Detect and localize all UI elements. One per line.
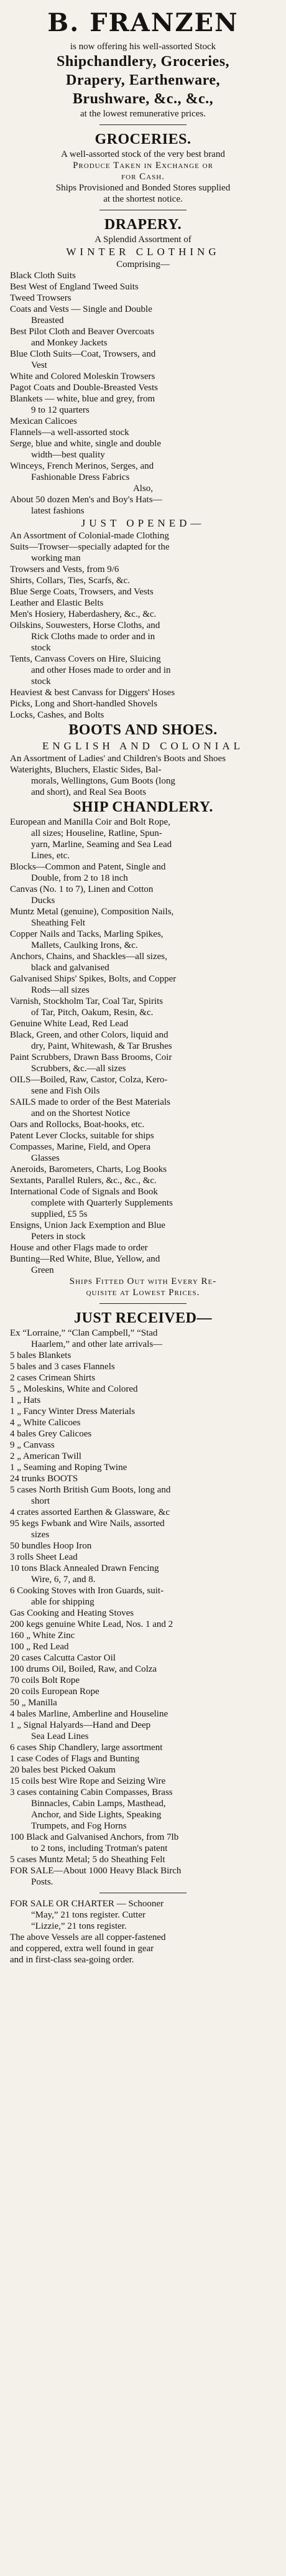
advert-line: 50 bundles Hoop Iron xyxy=(10,1541,92,1551)
section-heading: GROCERIES. xyxy=(95,131,191,148)
section-heading: SHIP CHANDLERY. xyxy=(73,799,213,815)
advert-line: JUST OPENED— xyxy=(81,517,205,529)
section-heading: Drapery, Earthenware, xyxy=(65,72,220,88)
advert-line: and other Hoses made to order and in xyxy=(31,665,171,675)
advert-line: Winceys, French Merinos, Serges, and xyxy=(10,461,154,471)
advert-line: of Tar, Pitch, Oakum, Resin, &c. xyxy=(31,1008,154,1018)
section-divider xyxy=(99,124,187,125)
advert-line: Best Pilot Cloth and Beaver Overcoats xyxy=(10,327,155,337)
advert-line: Mallets, Caulking Irons, &c. xyxy=(31,940,138,950)
advert-line: Rick Cloths made to order and in xyxy=(31,632,155,642)
section-heading: JUST RECEIVED— xyxy=(74,1310,212,1326)
advert-line: Best West of England Tweed Suits xyxy=(10,282,139,292)
advert-line: all sizes; Houseline, Ratline, Spun- xyxy=(31,828,162,838)
advert-line: 5 cases North British Gum Boots, long and xyxy=(10,1485,171,1495)
advert-line: Tweed Trowsers xyxy=(10,293,72,303)
section-divider xyxy=(99,1303,187,1304)
advert-line: 100 Black and Galvanised Anchors, from 7lb xyxy=(10,1832,179,1842)
section-heading: Brushware, &c., &c., xyxy=(72,91,214,107)
advert-line: Aneroids, Barometers, Charts, Log Books xyxy=(10,1164,167,1174)
advert-line: European and Manilla Coir and Bolt Rope, xyxy=(10,817,170,827)
advert-line: 160 „ White Zinc xyxy=(10,1631,75,1641)
advert-line: Genuine White Lead, Red Lead xyxy=(10,1019,129,1029)
advert-line: 3 cases containing Cabin Compasses, Brass xyxy=(10,1787,173,1797)
advert-line: 4 „ White Calicoes xyxy=(10,1418,81,1428)
advert-line: 1 „ Fancy Winter Dress Materials xyxy=(10,1407,136,1417)
advert-line: Sheathing Felt xyxy=(31,918,86,928)
advert-line: Men's Hosiery, Haberdashery, &c., &c. xyxy=(10,609,157,619)
advert-line: Trumpets, and Fog Horns xyxy=(31,1821,127,1831)
advert-line: latest fashions xyxy=(31,506,85,516)
advert-line: Leather and Elastic Belts xyxy=(10,598,104,608)
advert-line: Ex “Lorraine,” “Clan Campbell,” “Stad xyxy=(10,1328,158,1338)
advert-line: Produce Taken in Exchange or xyxy=(73,161,213,171)
advert-line: Waterights, Bluchers, Elastic Sides, Bal- xyxy=(10,765,162,775)
advert-line: Pagot Coats and Double-Breasted Vests xyxy=(10,383,159,393)
advert-line: Mexican Calicoes xyxy=(10,416,77,426)
advert-line: The above Vessels are all copper-fastened xyxy=(10,1932,166,1942)
advert-line: 15 coils best Wire Rope and Seizing Wire xyxy=(10,1776,166,1786)
advert-line: Wire, 6, 7, and 8. xyxy=(31,1575,96,1585)
advert-line: Rods—all sizes xyxy=(31,985,90,995)
advert-line: 9 to 12 quarters xyxy=(31,405,90,415)
advert-line: Serge, blue and white, single and double xyxy=(10,439,162,449)
advert-line: Anchor, and Side Lights, Speaking xyxy=(31,1810,162,1820)
advert-line: stock xyxy=(31,677,51,686)
advert-line: A Splendid Assortment of xyxy=(95,235,191,245)
advert-line: Oilskins, Souwesters, Horse Cloths, and xyxy=(10,621,160,630)
advert-line: sene and Fish Oils xyxy=(31,1086,100,1096)
advert-line: Scrubbers, &c.—all sizes xyxy=(31,1064,126,1074)
advert-line: International Code of Signals and Book xyxy=(10,1187,158,1197)
advert-line: Binnacles, Cabin Lamps, Masthead, xyxy=(31,1799,166,1809)
advert-line: Coats and Vests — Single and Double xyxy=(10,304,152,314)
advert-line: 6 cases Ship Chandlery, large assortment xyxy=(10,1743,163,1753)
advert-line: Trowsers and Vests, from 9/6 xyxy=(10,564,119,574)
section-heading: DRAPERY. xyxy=(104,217,182,233)
advert-line: “May,” 21 tons register. Cutter xyxy=(31,1910,145,1920)
advert-line: at the lowest remunerative prices. xyxy=(80,109,206,119)
advert-line: An Assortment of Ladies' and Children's Boots and Shoes xyxy=(10,754,226,764)
advert-line: Haarlem,” and other late arrivals— xyxy=(31,1339,163,1349)
advert-line: Ships Fitted Out with Every Re- xyxy=(69,1276,217,1286)
advert-line: Heaviest & best Canvass for Diggers' Hoses xyxy=(10,688,175,698)
advert-line: Oars and Rollocks, Boat-hooks, etc. xyxy=(10,1120,145,1130)
advert-line: 4 bales Grey Calicoes xyxy=(10,1429,92,1439)
advert-line: 1 „ Hats xyxy=(10,1395,41,1405)
advert-line: able for shipping xyxy=(31,1597,95,1607)
advert-line: OILS—Boiled, Raw, Castor, Colza, Kero- xyxy=(10,1075,168,1085)
advert-line: short xyxy=(31,1496,50,1506)
advert-line: Ensigns, Union Jack Exemption and Blue xyxy=(10,1220,165,1230)
advert-line: 2 cases Crimean Shirts xyxy=(10,1373,96,1383)
advert-line: FOR SALE—About 1000 Heavy Black Birch xyxy=(10,1866,182,1876)
advert-line: and on the Shortest Notice xyxy=(31,1108,131,1118)
advert-line: to 2 tons, including Trotman's patent xyxy=(31,1843,168,1853)
advert-line: Galvanised Ships' Spikes, Bolts, and Copper xyxy=(10,974,177,984)
advert-line: Sextants, Parallel Rulers, &c., &c., &c. xyxy=(10,1176,157,1186)
merchant-name-heading: B. FRANZEN xyxy=(47,8,239,37)
advert-line: Breasted xyxy=(31,316,64,326)
advert-line: Double, from 2 to 18 inch xyxy=(31,873,128,883)
advert-line: 5 bales Blankets xyxy=(10,1351,72,1361)
advert-line: An Assortment of Colonial-made Clothing xyxy=(10,531,169,541)
advert-line: width—best quality xyxy=(31,450,105,460)
advert-line: Varnish, Stockholm Tar, Coal Tar, Spirits xyxy=(10,996,164,1006)
advert-line: 20 coils European Rope xyxy=(10,1687,99,1697)
advert-line: 100 drums Oil, Boiled, Raw, and Colza xyxy=(10,1664,157,1674)
advert-line: Posts. xyxy=(31,1877,53,1887)
advert-line: for Cash. xyxy=(121,172,165,182)
advert-line: SAILS made to order of the Best Materials xyxy=(10,1097,170,1107)
advert-line: working man xyxy=(31,553,81,563)
advert-line: Gas Cooking and Heating Stoves xyxy=(10,1608,134,1618)
advert-line: black and galvanised xyxy=(31,963,109,973)
advert-line: and Monkey Jackets xyxy=(31,338,108,348)
advert-line: 5 bales and 3 cases Flannels xyxy=(10,1362,115,1372)
advert-line: 2 „ American Twill xyxy=(10,1451,81,1461)
advert-line: Canvas (No. 1 to 7), Linen and Cotton xyxy=(10,884,154,894)
advert-line: 95 kegs Fwbank and Wire Nails, assorted xyxy=(10,1519,165,1529)
advert-line: Blocks—Common and Patent, Single and xyxy=(10,862,166,872)
advert-line: sizes xyxy=(31,1530,50,1540)
advert-line: Black, Green, and other Colors, liquid and xyxy=(10,1030,168,1040)
advert-line: at the shortest notice. xyxy=(103,194,183,204)
advert-line: Shirts, Collars, Ties, Scarfs, &c. xyxy=(10,576,130,586)
advert-line: 1 case Codes of Flags and Bunting xyxy=(10,1754,140,1764)
advert-line: and short), and Real Sea Boots xyxy=(31,787,146,797)
advert-line: Copper Nails and Tacks, Marling Spikes, xyxy=(10,929,164,939)
advert-line: House and other Flags made to order xyxy=(10,1243,148,1253)
advert-line: 5 „ Moleskins, White and Colored xyxy=(10,1384,138,1394)
advert-line: Vest xyxy=(31,360,47,370)
advert-line: Glasses xyxy=(31,1153,60,1163)
advert-line: Blankets — white, blue and grey, from xyxy=(10,394,155,404)
advert-line: 24 trunks BOOTS xyxy=(10,1474,78,1484)
advert-line: WINTER CLOTHING xyxy=(66,246,220,258)
advert-line: 4 bales Marline, Amberline and Houseline xyxy=(10,1709,168,1719)
advert-line: and coppered, extra well found in gear xyxy=(10,1944,154,1954)
advert-line: Compasses, Marine, Field, and Opera xyxy=(10,1142,151,1152)
advert-line: Muntz Metal (genuine), Composition Nails, xyxy=(10,907,174,917)
advert-line: 70 coils Bolt Rope xyxy=(10,1675,80,1685)
advert-line: Tents, Canvass Covers on Hire, Sluicing xyxy=(10,654,161,664)
advert-line: Blue Cloth Suits—Coat, Trowsers, and xyxy=(10,349,156,359)
advert-line: Also, xyxy=(132,484,154,494)
advert-line: 10 tons Black Annealed Drawn Fencing xyxy=(10,1563,159,1573)
advert-line: 1 „ Seaming and Roping Twine xyxy=(10,1463,127,1473)
advert-line: 3 rolls Sheet Lead xyxy=(10,1552,78,1562)
advert-line: Fashionable Dress Fabrics xyxy=(31,472,130,482)
advert-line: Peters in stock xyxy=(31,1232,86,1242)
advert-line: Bunting—Red White, Blue, Yellow, and xyxy=(10,1254,160,1264)
advert-line: 6 Cooking Stoves with Iron Guards, suit- xyxy=(10,1586,164,1596)
advert-line: Lines, etc. xyxy=(31,851,70,861)
advert-line: and in first-class sea-going order. xyxy=(10,1955,134,1965)
advert-line: Flannels—a well-assorted stock xyxy=(10,428,129,438)
advert-line: A well-assorted stock of the very best brand xyxy=(61,149,225,159)
advert-line: ENGLISH AND COLONIAL xyxy=(42,740,244,752)
advert-line: Anchors, Chains, and Shackles—all sizes, xyxy=(10,952,167,962)
advert-line: White and Colored Moleskin Trowsers xyxy=(10,372,155,382)
advert-line: Black Cloth Suits xyxy=(10,271,76,281)
section-heading: Shipchandlery, Groceries, xyxy=(56,54,230,70)
advert-line: 4 crates assorted Earthen & Glassware, &c xyxy=(10,1507,170,1517)
advertisement-body xyxy=(10,41,276,1965)
advert-line: About 50 dozen Men's and Boy's Hats— xyxy=(10,495,162,505)
advert-line: “Lizzie,” 21 tons register. xyxy=(31,1921,127,1931)
advert-line: 20 cases Calcutta Castor Oil xyxy=(10,1653,116,1663)
advert-line: Ducks xyxy=(31,896,55,906)
advert-line: 100 „ Red Lead xyxy=(10,1642,69,1652)
advert-line: Paint Scrubbers, Drawn Bass Brooms, Coir xyxy=(10,1052,172,1062)
advert-line: is now offering his well-assorted Stock xyxy=(70,42,216,52)
advert-line: FOR SALE OR CHARTER — Schooner xyxy=(10,1899,164,1909)
advert-line: 20 bales best Picked Oakum xyxy=(10,1765,116,1775)
advert-line: complete with Quarterly Supplements xyxy=(31,1198,173,1208)
advert-line: 1 „ Signal Halyards—Hand and Deep xyxy=(10,1720,151,1730)
advert-line: Comprising— xyxy=(116,260,170,269)
advert-line: 9 „ Canvass xyxy=(10,1440,55,1450)
advert-line: Picks, Long and Short-handled Shovels xyxy=(10,699,158,709)
advert-line: quisite at Lowest Prices. xyxy=(86,1288,200,1298)
advert-line: yarn, Marline, Seaming and Sea Lead xyxy=(31,840,172,850)
advert-line: 5 cases Muntz Metal; 5 do Sheathing Felt xyxy=(10,1855,165,1865)
advert-line: Green xyxy=(31,1265,54,1275)
advert-line: 50 „ Manilla xyxy=(10,1698,57,1708)
advert-line: dry, Paint, Whitewash, & Tar Brushes xyxy=(31,1041,172,1051)
section-heading: BOOTS AND SHOES. xyxy=(68,722,218,738)
advert-line: supplied, £5 5s xyxy=(31,1209,88,1219)
advert-line: Locks, Cashes, and Bolts xyxy=(10,710,104,720)
advert-line: Suits—Trowser—specially adapted for the xyxy=(10,542,170,552)
advert-line: Ships Provisioned and Bonded Stores supplied xyxy=(55,183,231,193)
advert-line: Sea Lead Lines xyxy=(31,1731,89,1741)
advert-line: Blue Serge Coats, Trowsers, and Vests xyxy=(10,587,154,597)
advert-line: stock xyxy=(31,643,51,653)
advert-line: Patent Lever Clocks, suitable for ships xyxy=(10,1131,154,1141)
advert-line: morals, Wellingtons, Gum Boots (long xyxy=(31,776,175,786)
advert-line: 200 kegs genuine White Lead, Nos. 1 and 2 xyxy=(10,1619,173,1629)
